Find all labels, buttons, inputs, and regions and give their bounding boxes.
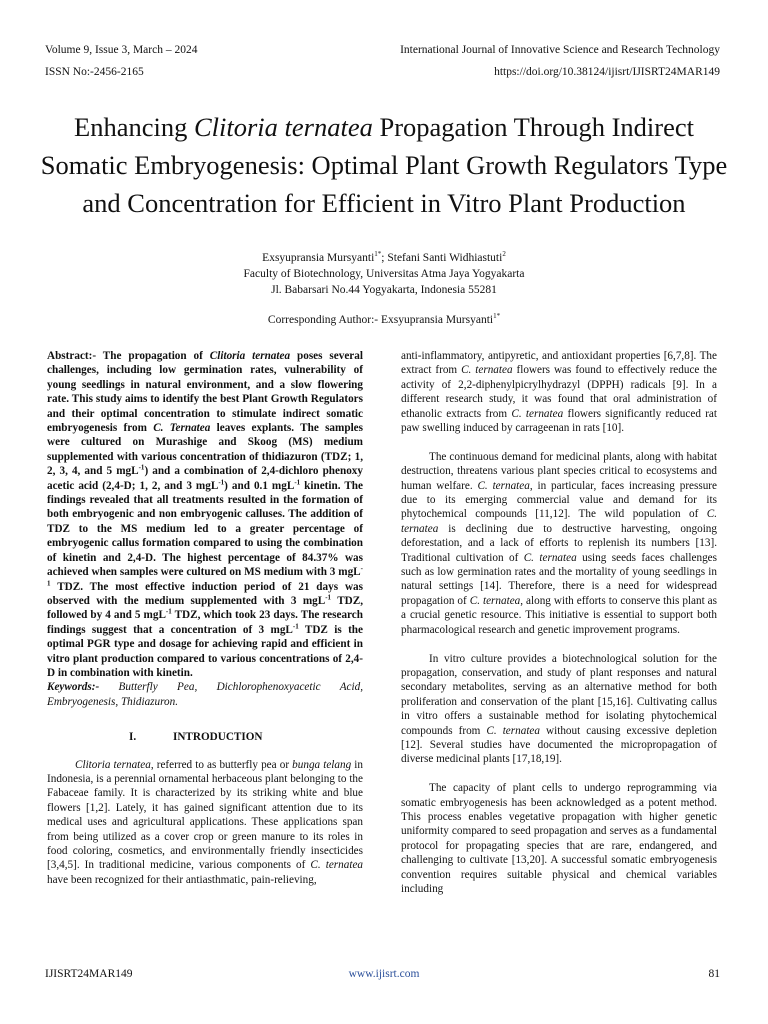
abstract-sup: -1 (47, 564, 363, 587)
abstract-sup: -1 (325, 593, 332, 602)
body-text: flowers was found to effectively reduce the activity of 2,2-diphenylpicrylhydrazyl (DPPH) radicals [9]. In a different research study, it was found that oral administration of ethanolic extracts from (401, 364, 717, 420)
paper-title (40, 108, 728, 222)
species-name: C. ternatea (469, 594, 521, 607)
abstract-sup: -1 (292, 621, 299, 630)
species-name: C. ternatea (401, 508, 717, 535)
issn: ISSN No:-2456-2165 (45, 66, 144, 78)
species-name: Clitoria ternatea (75, 758, 151, 771)
body-paragraph (401, 450, 717, 637)
address: Jl. Babarsari No.44 Yogyakarta, Indonesia 55281 (271, 284, 497, 296)
footer-website[interactable] (0, 967, 768, 981)
species-name: C. ternatea (511, 407, 564, 420)
body-text: The continuous demand for medicinal plants, along with habitat destruction, threatens various plant species critical to ecosystems and human welfare. (401, 450, 717, 492)
body-paragraph (401, 781, 717, 896)
body-text: is declining due to destructive harvesting, ongoing deforestation, and a lack of efforts to replenish its numbers [13]. Traditional cultivation of (401, 522, 717, 564)
footer-code: IJISRT24MAR149 (45, 968, 133, 980)
abstract-text: leaves explants. The samples were cultured on Murashige and Skoog (MS) medium supplemented with various concentration of thidiazuron (TDZ; 1, 2, 3, 4, and 5 mgL (47, 422, 363, 478)
abstract-text: ) and 0.1 mgL (224, 479, 295, 492)
abstract-text: TDZ. The most effective induction period of 21 days was observed with the medium supplemented with 3 mgL (47, 580, 363, 607)
abstract-text: TDZ, which took 23 days. The research findings suggest that a concentration of 3 mgL (47, 609, 363, 636)
abstract-sup: -1 (294, 477, 301, 486)
body-paragraph (401, 652, 717, 767)
abstract-text: kinetin. The findings revealed that all treatments resulted in the formation of both embryogenic and non embryogenic calluses. The addition of TDZ to the MS medium led to a greater percentage of embryogenic callus formation compared to using the combination of kinetin and 2,4-D. The highest percentage of 84.37% was achieved when samples were cultured on MS medium with 3 mgL (47, 479, 363, 579)
keywords-text: Butterfly Pea, Dichlorophenoxyacetic Acid, Embryogenesis, Thidiazuron. (47, 681, 363, 708)
intro-paragraph (47, 758, 363, 888)
affiliation: Faculty of Biotechnology, Universitas Atma Jaya Yogyakarta (243, 268, 525, 280)
keywords-label: Keywords:- (47, 681, 100, 694)
corresponding-text: Corresponding Author:- Exsyupransia Mursyanti (267, 314, 494, 326)
corresponding-sup: 1* (493, 312, 501, 321)
species-name: C. ternatea (486, 724, 540, 737)
body-text: , along with efforts to conserve this plant as a crucial genetic resource. This initiative is essential to support both pharmacological research and genetic improvement programs. (401, 594, 717, 636)
website-link[interactable]: www.ijisrt.com (348, 968, 420, 980)
body-text: in Indonesia, is a perennial ornamental herbaceous plant belonging to the Fabaceae family. It is characterized by its striking white and blue flowers [1,2]. Lately, it has gained significant attention due to its medical uses and agricultural applications. These applications span from being utilized as a cover crop or green manure to its roles in food coloring, cosmetics, and environmentally friendly insecticides [3,4,5]. In traditional medicine, various components of (47, 758, 364, 872)
body-text: without causing excessive depletion [12]. Several studies have documented the micropropagation of diverse medicinal plants [17,18,19]. (401, 724, 717, 766)
author-1-sup: 1* (374, 250, 382, 259)
species-name: C. ternatea (310, 859, 363, 872)
body-text: In vitro culture provides a biotechnological solution for the propagation, conservation, and study of plant responses and natural secondary metabolites, serving as an alternative method for both proliferation and conservation of the plant [15,16]. Cultivating callus in vitro offers a sustainable method for isolating phytochemical compounds from (401, 652, 717, 737)
abstract-sup: -1 (165, 607, 172, 616)
corresponding-author (0, 312, 768, 328)
abstract-text: TDZ is the optimal PGR type and dosage for achieving rapid and efficient in vitro plant production compared to various concentrations of 2,4-D in combination with kinetin. (47, 623, 363, 679)
keywords (47, 680, 363, 709)
abstract (47, 349, 363, 680)
title-part-2: Propagation Through Indirect Somatic Embryogenesis: Optimal Plant Growth Regulators Type and Concentration for Efficient in Vitro Plant Production (40, 111, 728, 218)
journal-name: International Journal of Innovative Science and Research Technology (400, 44, 720, 56)
section-number: I. (129, 731, 137, 744)
author-2-sup: 2 (502, 250, 506, 259)
author-block (0, 250, 768, 298)
page-number: 81 (708, 968, 720, 980)
species-name: C. ternatea (477, 479, 530, 492)
section-title: INTRODUCTION (173, 731, 263, 744)
body-text: , referred to as butterfly pea or (150, 758, 293, 771)
abstract-species: C. Ternatea (153, 422, 211, 435)
body-text: , in particular, faces increasing pressure due to its emerging commercial value and demand for its phytochemical compounds [11,12]. The wild population of (401, 479, 718, 521)
author-line (0, 250, 768, 266)
body-paragraph (401, 349, 717, 435)
right-column (401, 349, 717, 896)
abstract-sup: -1 (218, 477, 225, 486)
section-heading (47, 730, 363, 744)
author-2: ; Stefani Santi Widhiastuti (381, 252, 503, 264)
abstract-text: poses several challenges, including low germination rates, vulnerability of young seedlings in natural environment, and a slow flowering rate. This study aims to identify the best Plant Growth Regulators and their optimal concentration to stimulate indirect somatic embryogenesis from (47, 350, 363, 435)
body-text: using seeds faces challenges such as low germination rates and the mortality of young seedlings in natural settings [14]. Therefore, there is a need for widespread propagation of (401, 551, 718, 607)
body-text: The capacity of plant cells to undergo reprogramming via somatic embryogenesis has been acknowledged as a potent method. This process enables vegetative propagation with higher genetic uniformity compared to seed propagation and serves as a fundamental protocol for propagating species that are rare, endangered, and challenging to cultivate [13,20]. A successful somatic embryogenesis convention requires suitable physical and chemical variables including (401, 782, 717, 895)
left-column (47, 349, 363, 887)
body-text: anti-inflammatory, antipyretic, and antioxidant properties [6,7,8]. The extract from (401, 350, 717, 377)
author-1: Exsyupransia Mursyanti (262, 252, 375, 264)
body-text: flowers significantly reduced rat paw swelling induced by carrageenan in rats [10]. (401, 407, 717, 435)
abstract-species: Clitoria ternatea (209, 350, 291, 362)
species-name: C. ternatea (523, 551, 577, 564)
title-species: Clitoria ternatea (193, 111, 373, 142)
local-name: bunga telang (292, 758, 352, 771)
body-text: have been recognized for their antiasthmatic, pain-relieving, (47, 873, 317, 886)
abstract-text: TDZ, followed by 4 and 5 mgL (47, 594, 364, 622)
abstract-sup: -1 (138, 463, 145, 472)
title-part-1: Enhancing (74, 111, 194, 142)
species-name: C. ternatea (461, 364, 513, 377)
abstract-text: ) and a combination of 2,4-dichloro phenoxy acetic acid (2,4-D; 1, 2, and 3 mgL (47, 465, 363, 492)
abstract-text: Abstract:- The propagation of (47, 350, 210, 362)
volume-info: Volume 9, Issue 3, March – 2024 (45, 44, 198, 56)
doi-link[interactable]: https://doi.org/10.38124/ijisrt/IJISRT24MAR149 (494, 66, 720, 78)
